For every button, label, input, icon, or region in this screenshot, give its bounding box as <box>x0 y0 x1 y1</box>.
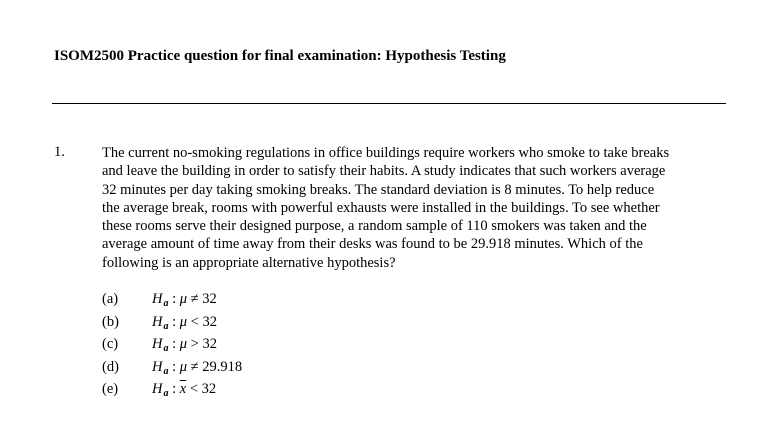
question-stem-line: average amount of time away from their desks was found to be 29.918 minutes. Which of the <box>102 236 643 253</box>
parameter-symbol: μ <box>179 358 188 375</box>
parameter-symbol: μ <box>179 291 188 307</box>
option-value: 29.918 <box>202 358 243 375</box>
question-stem-line: following is an appropriate alternative hypothesis? <box>102 254 396 271</box>
hypothesis-symbol: H <box>152 291 163 307</box>
option-label: (c) <box>102 336 119 352</box>
option-value: 32 <box>202 313 217 330</box>
question-stem-line: these rooms serve their designed purpose, a random sample of 110 smokers was taken and the <box>102 218 647 235</box>
question-stem-line: the average break, rooms with powerful exhausts were installed in the buildings. To see whether <box>102 199 660 216</box>
option-expression <box>152 378 216 406</box>
hypothesis-subscript: a <box>163 343 169 354</box>
operator-symbol: ≠ <box>187 291 203 307</box>
option-separator: : <box>168 381 180 397</box>
document-title: ISOM2500 Practice question for final examination: Hypothesis Testing <box>54 48 506 64</box>
hypothesis-subscript: a <box>163 298 169 309</box>
question-number: 1. <box>54 144 65 160</box>
hypothesis-symbol: H <box>152 313 163 330</box>
hypothesis-subscript: a <box>163 320 169 332</box>
hypothesis-symbol: H <box>152 381 163 397</box>
question-stem-line: 32 minutes per day taking smoking breaks. The standard deviation is 8 minutes. To help reduce <box>102 181 655 198</box>
operator-symbol: < <box>186 381 202 397</box>
operator-symbol: > <box>187 336 203 352</box>
option-value: 32 <box>202 291 217 307</box>
hypothesis-subscript: a <box>163 365 169 377</box>
question-stem-line: The current no-smoking regulations in office buildings require workers who smoke to take breaks <box>102 145 670 161</box>
option-label: (b) <box>102 313 119 330</box>
option-value: 32 <box>202 336 217 352</box>
parameter-symbol: μ <box>179 336 188 352</box>
hypothesis-symbol: H <box>152 358 163 375</box>
option-separator: : <box>168 358 180 375</box>
operator-symbol: ≠ <box>187 358 203 375</box>
parameter-symbol: μ <box>179 313 188 330</box>
option-separator: : <box>168 313 180 330</box>
question-stem <box>102 144 732 272</box>
title-divider <box>52 103 726 104</box>
hypothesis-subscript: a <box>163 388 169 399</box>
option-label: (e) <box>102 381 119 397</box>
operator-symbol: < <box>187 313 203 330</box>
option-separator: : <box>168 336 180 352</box>
option-label: (d) <box>102 358 119 375</box>
hypothesis-symbol: H <box>152 336 163 352</box>
option-value: 32 <box>201 381 217 397</box>
option-separator: : <box>168 291 180 307</box>
sample-mean-symbol: $\overline{x}$ <box>179 381 187 397</box>
option-label: (a) <box>102 291 119 307</box>
question-stem-line: and leave the building in order to satisfy their habits. A study indicates that such workers average <box>102 163 666 180</box>
